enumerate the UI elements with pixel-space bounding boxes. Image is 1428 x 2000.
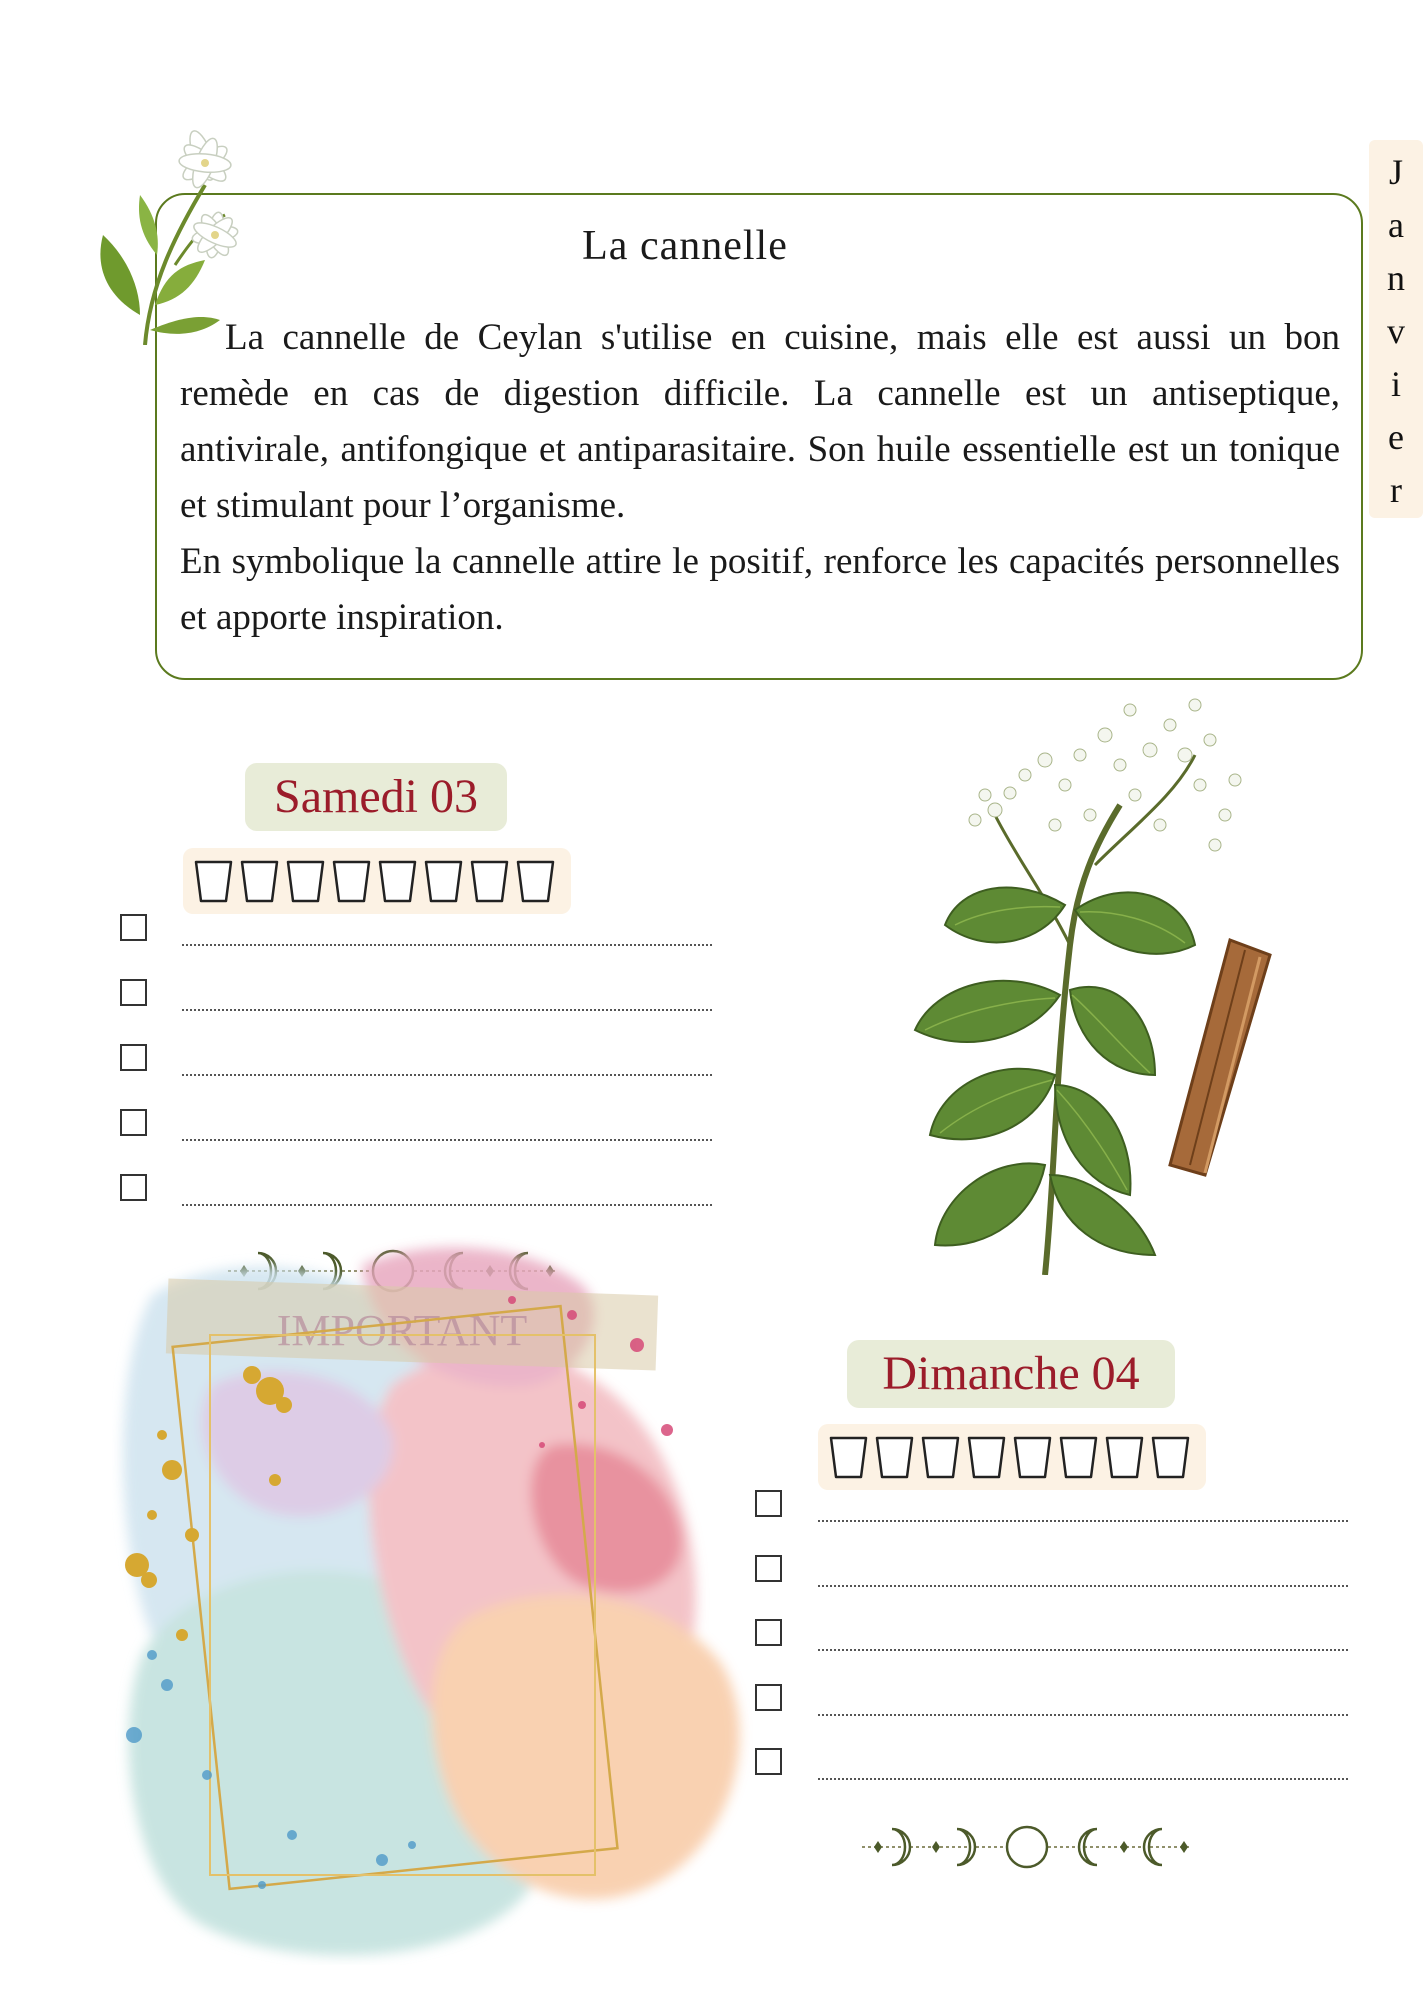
water-glass-checkbox[interactable] xyxy=(239,858,280,904)
task-checkbox[interactable] xyxy=(120,1044,147,1071)
water-glass-checkbox[interactable] xyxy=(423,858,464,904)
day-label-samedi: Samedi 03 xyxy=(245,763,507,831)
water-glass-checkbox[interactable] xyxy=(193,858,234,904)
water-glass-checkbox[interactable] xyxy=(1104,1434,1145,1480)
task-line[interactable] xyxy=(818,1520,1348,1522)
task-checkbox[interactable] xyxy=(120,1109,147,1136)
info-paragraph-1: La cannelle de Ceylan s'utilise en cuisine, mais elle est aussi un bon remède en cas de digestion difficile. La cannelle est un antiseptique, antivirale, antifongique et antiparasitaire. Son huile essentielle est un tonique et stimulant pour l’organisme. xyxy=(180,317,1340,526)
month-letter: r xyxy=(1390,470,1402,510)
task-line[interactable] xyxy=(182,1139,712,1141)
month-letter: J xyxy=(1388,152,1403,192)
info-title: La cannelle xyxy=(582,223,788,269)
task-checkbox[interactable] xyxy=(755,1555,782,1582)
task-checkbox[interactable] xyxy=(755,1684,782,1711)
task-checkbox[interactable] xyxy=(120,1174,147,1201)
task-checkbox[interactable] xyxy=(120,979,147,1006)
water-glass-checkbox[interactable] xyxy=(1012,1434,1053,1480)
water-glass-checkbox[interactable] xyxy=(331,858,372,904)
info-body xyxy=(180,310,1340,646)
task-checkbox[interactable] xyxy=(755,1619,782,1646)
day-label-dimanche: Dimanche 04 xyxy=(847,1340,1175,1408)
task-line[interactable] xyxy=(182,1204,712,1206)
month-letter: n xyxy=(1387,258,1405,298)
water-glass-checkbox[interactable] xyxy=(377,858,418,904)
water-glass-checkbox[interactable] xyxy=(1150,1434,1191,1480)
water-glass-checkbox[interactable] xyxy=(828,1434,869,1480)
task-line[interactable] xyxy=(818,1778,1348,1780)
task-line[interactable] xyxy=(182,944,712,946)
task-line[interactable] xyxy=(182,1009,712,1011)
moon-phases-ornament xyxy=(862,1822,1192,1872)
water-glass-checkbox[interactable] xyxy=(874,1434,915,1480)
task-line[interactable] xyxy=(818,1585,1348,1587)
task-line[interactable] xyxy=(818,1649,1348,1651)
month-letter: a xyxy=(1388,205,1404,245)
task-line[interactable] xyxy=(182,1074,712,1076)
task-checkbox[interactable] xyxy=(755,1490,782,1517)
water-glass-checkbox[interactable] xyxy=(515,858,556,904)
watercolor-note-sticker xyxy=(112,1235,757,1965)
sticker-text: IMPORTANT xyxy=(276,1306,528,1355)
info-paragraph-2: En symbolique la cannelle attire le positif, renforce les capacités personnelles et apporte inspiration. xyxy=(180,541,1340,638)
water-glass-checkbox[interactable] xyxy=(920,1434,961,1480)
task-line[interactable] xyxy=(818,1714,1348,1716)
month-letter: i xyxy=(1390,364,1401,404)
water-glass-checkbox[interactable] xyxy=(1058,1434,1099,1480)
task-checkbox[interactable] xyxy=(755,1748,782,1775)
month-letter: v xyxy=(1387,311,1405,351)
water-tracker-day2 xyxy=(818,1424,1206,1490)
jasmine-flower-illustration xyxy=(95,115,275,345)
cinnamon-plant-illustration xyxy=(905,695,1315,1275)
month-tab[interactable] xyxy=(1369,140,1423,518)
water-glass-checkbox[interactable] xyxy=(285,858,326,904)
water-tracker-day1 xyxy=(183,848,571,914)
month-letter: e xyxy=(1388,417,1404,457)
water-glass-checkbox[interactable] xyxy=(966,1434,1007,1480)
task-checkbox[interactable] xyxy=(120,914,147,941)
water-glass-checkbox[interactable] xyxy=(469,858,510,904)
